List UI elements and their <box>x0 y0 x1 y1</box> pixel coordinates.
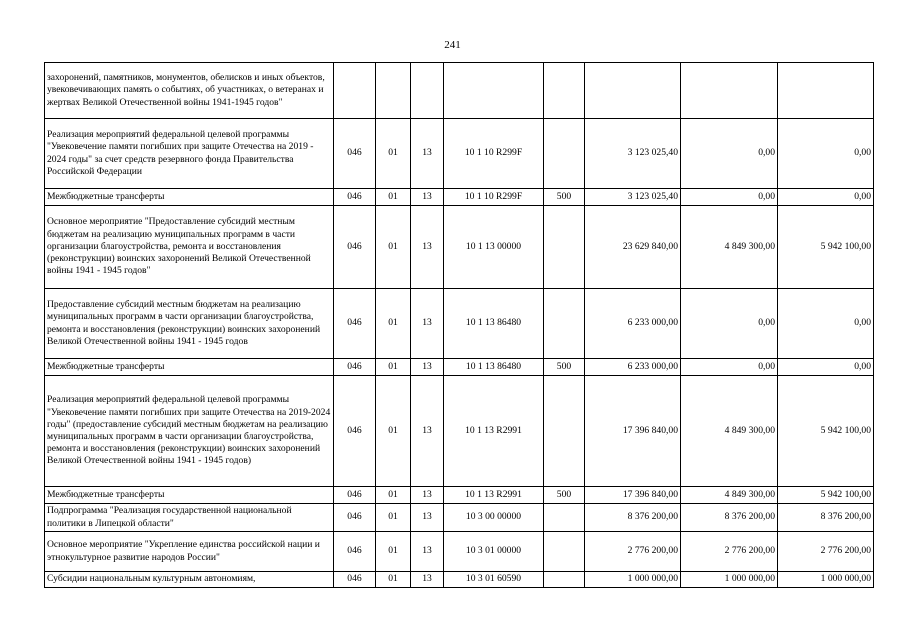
amount-cell-2: 8 376 200,00 <box>681 504 778 532</box>
ministry-code-cell: 046 <box>334 189 376 206</box>
expense-type-cell <box>544 289 585 359</box>
row-name-cell: захоронений, памятников, монументов, обелисков и иных объектов, увековечивающих память о событиях, об участниках, о ветеранах и жертвах Великой Отечественной войны 1941-1945 годов" <box>45 63 334 119</box>
subsection-code-cell: 13 <box>411 206 444 289</box>
amount-cell-3: 0,00 <box>778 189 874 206</box>
ministry-code-cell: 046 <box>334 532 376 572</box>
expense-type-cell: 500 <box>544 487 585 504</box>
table-row <box>45 376 874 487</box>
expense-type-cell <box>544 206 585 289</box>
amount-cell-1: 6 233 000,00 <box>585 359 681 376</box>
amount-cell-2: 0,00 <box>681 189 778 206</box>
page-number: 241 <box>444 39 461 51</box>
subsection-code-cell: 13 <box>411 289 444 359</box>
row-name-cell: Межбюджетные трансферты <box>45 359 334 376</box>
section-code-cell: 01 <box>376 504 411 532</box>
amount-cell-2: 0,00 <box>681 119 778 189</box>
ministry-code-cell: 046 <box>334 359 376 376</box>
row-name-cell: Реализация мероприятий федеральной целевой программы "Увековечение памяти погибших при защите Отечества на 2019-2024 годы" (предоставление субсидий местным бюджетам на реализацию муниципальных программ в части организации благоустройства, ремонта и восстановления (реконструкции) воинских захоронений Великой Отечественной войны 1941 - 1945 годов) <box>45 376 334 487</box>
amount-cell-3 <box>778 63 874 119</box>
table-row <box>45 572 874 588</box>
subsection-code-cell: 13 <box>411 119 444 189</box>
subsection-code-cell: 13 <box>411 189 444 206</box>
row-name-cell: Основное мероприятие "Укрепление единства российской нации и этнокультурное развитие народов России" <box>45 532 334 572</box>
table-row <box>45 289 874 359</box>
amount-cell-1: 2 776 200,00 <box>585 532 681 572</box>
amount-cell-3: 5 942 100,00 <box>778 376 874 487</box>
table-row <box>45 359 874 376</box>
expense-type-cell <box>544 572 585 588</box>
table-row <box>45 189 874 206</box>
table-row <box>45 487 874 504</box>
row-name-cell: Субсидии национальным культурным автономиям, <box>45 572 334 588</box>
amount-cell-2: 0,00 <box>681 359 778 376</box>
ministry-code-cell: 046 <box>334 289 376 359</box>
target-article-cell: 10 3 01 60590 <box>444 572 544 588</box>
row-name-cell: Подпрограмма "Реализация государственной национальной политики в Липецкой области" <box>45 504 334 532</box>
amount-cell-1: 17 396 840,00 <box>585 487 681 504</box>
amount-cell-1: 8 376 200,00 <box>585 504 681 532</box>
section-code-cell: 01 <box>376 376 411 487</box>
ministry-code-cell: 046 <box>334 119 376 189</box>
amount-cell-2: 2 776 200,00 <box>681 532 778 572</box>
target-article-cell: 10 1 13 86480 <box>444 289 544 359</box>
table-row <box>45 119 874 189</box>
row-name-cell: Основное мероприятие "Предоставление субсидий местным бюджетам на реализацию муниципальных программ в части организации благоустройства, ремонта и восстановления (реконструкции) воинских захоронений Великой Отечественной войны 1941 - 1945 годов" <box>45 206 334 289</box>
ministry-code-cell: 046 <box>334 206 376 289</box>
section-code-cell: 01 <box>376 189 411 206</box>
section-code-cell: 01 <box>376 289 411 359</box>
section-code-cell <box>376 63 411 119</box>
expense-type-cell <box>544 119 585 189</box>
amount-cell-1: 3 123 025,40 <box>585 119 681 189</box>
expense-type-cell <box>544 63 585 119</box>
target-article-cell: 10 3 00 00000 <box>444 504 544 532</box>
target-article-cell: 10 3 01 00000 <box>444 532 544 572</box>
section-code-cell: 01 <box>376 572 411 588</box>
section-code-cell: 01 <box>376 206 411 289</box>
ministry-code-cell: 046 <box>334 376 376 487</box>
amount-cell-2: 4 849 300,00 <box>681 206 778 289</box>
amount-cell-1 <box>585 63 681 119</box>
amount-cell-3: 5 942 100,00 <box>778 206 874 289</box>
target-article-cell: 10 1 10 R299F <box>444 189 544 206</box>
table-row <box>45 206 874 289</box>
section-code-cell: 01 <box>376 487 411 504</box>
amount-cell-2: 1 000 000,00 <box>681 572 778 588</box>
expense-type-cell <box>544 532 585 572</box>
ministry-code-cell: 046 <box>334 504 376 532</box>
subsection-code-cell: 13 <box>411 572 444 588</box>
expense-type-cell: 500 <box>544 189 585 206</box>
amount-cell-2: 4 849 300,00 <box>681 487 778 504</box>
section-code-cell: 01 <box>376 119 411 189</box>
expense-type-cell <box>544 504 585 532</box>
target-article-cell: 10 1 13 86480 <box>444 359 544 376</box>
subsection-code-cell: 13 <box>411 359 444 376</box>
amount-cell-1: 1 000 000,00 <box>585 572 681 588</box>
table-row <box>45 63 874 119</box>
section-code-cell: 01 <box>376 359 411 376</box>
amount-cell-2: 4 849 300,00 <box>681 376 778 487</box>
amount-cell-3: 0,00 <box>778 289 874 359</box>
target-article-cell: 10 1 13 R2991 <box>444 487 544 504</box>
expense-type-cell <box>544 376 585 487</box>
table-row <box>45 504 874 532</box>
amount-cell-3: 1 000 000,00 <box>778 572 874 588</box>
subsection-code-cell: 13 <box>411 504 444 532</box>
row-name-cell: Реализация мероприятий федеральной целевой программы "Увековечение памяти погибших при защите Отечества на 2019 - 2024 годы" за счет средств резервного фонда Правительства Российской Федерации <box>45 119 334 189</box>
table-row <box>45 532 874 572</box>
amount-cell-2 <box>681 63 778 119</box>
ministry-code-cell <box>334 63 376 119</box>
amount-cell-3: 5 942 100,00 <box>778 487 874 504</box>
expense-type-cell: 500 <box>544 359 585 376</box>
amount-cell-1: 23 629 840,00 <box>585 206 681 289</box>
subsection-code-cell: 13 <box>411 487 444 504</box>
target-article-cell: 10 1 13 R2991 <box>444 376 544 487</box>
ministry-code-cell: 046 <box>334 487 376 504</box>
amount-cell-1: 6 233 000,00 <box>585 289 681 359</box>
subsection-code-cell: 13 <box>411 532 444 572</box>
row-name-cell: Межбюджетные трансферты <box>45 487 334 504</box>
amount-cell-3: 0,00 <box>778 119 874 189</box>
budget-table <box>44 62 874 588</box>
subsection-code-cell <box>411 63 444 119</box>
section-code-cell: 01 <box>376 532 411 572</box>
subsection-code-cell: 13 <box>411 376 444 487</box>
target-article-cell: 10 1 13 00000 <box>444 206 544 289</box>
amount-cell-3: 8 376 200,00 <box>778 504 874 532</box>
row-name-cell: Межбюджетные трансферты <box>45 189 334 206</box>
table-body <box>45 63 874 588</box>
amount-cell-1: 17 396 840,00 <box>585 376 681 487</box>
amount-cell-3: 2 776 200,00 <box>778 532 874 572</box>
amount-cell-3: 0,00 <box>778 359 874 376</box>
ministry-code-cell: 046 <box>334 572 376 588</box>
amount-cell-2: 0,00 <box>681 289 778 359</box>
row-name-cell: Предоставление субсидий местным бюджетам на реализацию муниципальных программ в части организации благоустройства, ремонта и восстановления (реконструкции) воинских захоронений Великой Отечественной войны 1941 - 1945 годов <box>45 289 334 359</box>
target-article-cell <box>444 63 544 119</box>
amount-cell-1: 3 123 025,40 <box>585 189 681 206</box>
target-article-cell: 10 1 10 R299F <box>444 119 544 189</box>
